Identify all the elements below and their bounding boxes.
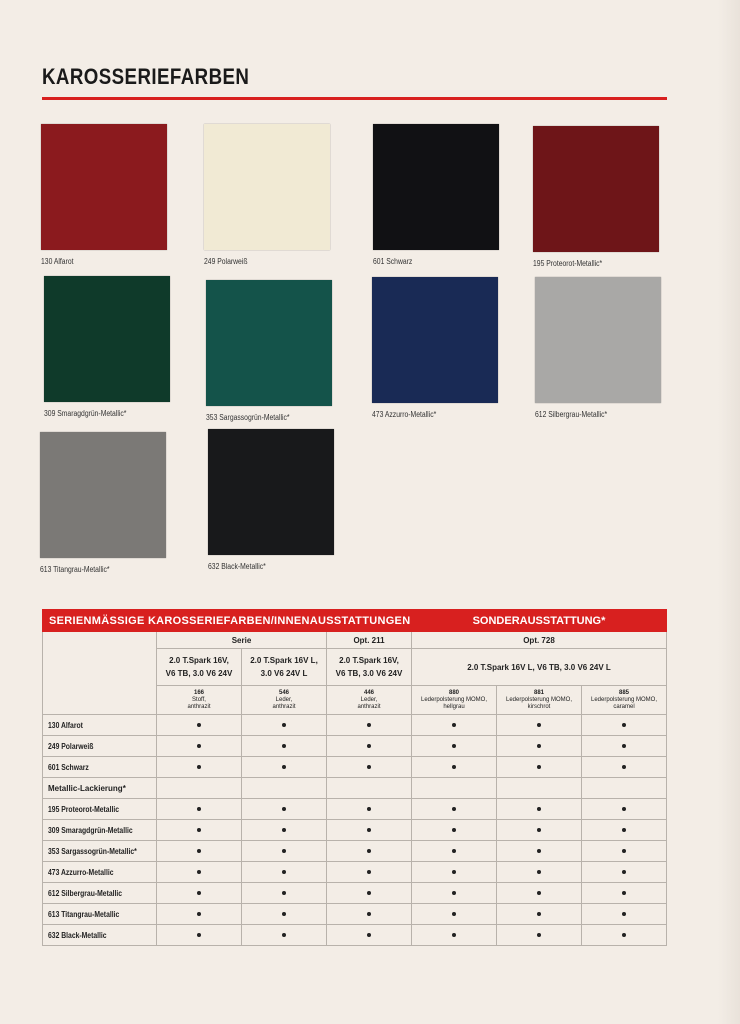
- availability-dot-icon: [452, 912, 456, 916]
- trim-code-desc: Lederpolsterung MOMO,: [420, 696, 488, 703]
- availability-dot-cell: [242, 925, 327, 946]
- availability-dot-cell: [157, 862, 242, 883]
- availability-dot-cell: [497, 799, 582, 820]
- col-group-opt211: Opt. 211: [327, 632, 412, 649]
- availability-dot-icon: [282, 870, 286, 874]
- availability-dot-icon: [452, 723, 456, 727]
- availability-dot-icon: [537, 870, 541, 874]
- availability-dot-icon: [537, 828, 541, 832]
- row-label: [43, 883, 157, 904]
- empty-cell: [242, 778, 327, 799]
- trim-code-desc: caramel: [613, 703, 635, 710]
- availability-dot-cell: [582, 736, 667, 757]
- availability-dot-icon: [367, 849, 371, 853]
- availability-dot-icon: [622, 891, 626, 895]
- availability-dot-icon: [197, 807, 201, 811]
- availability-dot-icon: [452, 891, 456, 895]
- availability-dot-cell: [327, 820, 412, 841]
- availability-dot-cell: [157, 925, 242, 946]
- swatch-label: 473 Azzurro-Metallic*: [372, 410, 437, 419]
- availability-dot-cell: [157, 883, 242, 904]
- availability-dot-cell: [412, 715, 497, 736]
- trim-code-desc: Lederpolsterung MOMO,: [505, 696, 573, 703]
- availability-dot-cell: [157, 841, 242, 862]
- row-label-text: 249 Polarweiß: [48, 741, 94, 751]
- swatch-chip: [373, 124, 499, 250]
- group-label-metallic: Metallic-Lackierung*: [43, 778, 157, 799]
- availability-dot-icon: [622, 723, 626, 727]
- swatch-chip: [208, 429, 334, 555]
- trim-code-number: 166: [193, 689, 204, 696]
- availability-dot-cell: [497, 862, 582, 883]
- engine-line: V6 TB, 3.0 V6 24V: [165, 669, 233, 678]
- availability-dot-icon: [452, 744, 456, 748]
- trim-code-desc: anthrazit: [272, 703, 296, 710]
- row-label-text: 612 Silbergrau-Metallic: [48, 888, 123, 898]
- table-row: [43, 883, 667, 904]
- availability-dot-cell: [582, 820, 667, 841]
- availability-dot-icon: [197, 828, 201, 832]
- trim-code-cell: [157, 686, 242, 715]
- availability-dot-cell: [157, 820, 242, 841]
- availability-dot-cell: [327, 736, 412, 757]
- page-edge-shadow: [718, 0, 740, 1024]
- swatch-label: 353 Sargassogrün-Metallic*: [206, 413, 290, 422]
- availability-dot-icon: [622, 828, 626, 832]
- availability-dot-cell: [157, 904, 242, 925]
- engine-cell-3: [327, 649, 412, 686]
- availability-table: [42, 609, 666, 942]
- swatch-label: 612 Silbergrau-Metallic*: [535, 410, 608, 419]
- availability-dot-cell: [157, 757, 242, 778]
- table-row: [43, 736, 667, 757]
- availability-dot-cell: [412, 883, 497, 904]
- availability-dot-icon: [282, 849, 286, 853]
- row-label: [43, 904, 157, 925]
- availability-dot-icon: [197, 891, 201, 895]
- availability-dot-icon: [452, 807, 456, 811]
- engine-line: V6 TB, 3.0 V6 24V: [335, 669, 403, 678]
- availability-dot-icon: [197, 912, 201, 916]
- trim-code-number: 546: [278, 689, 289, 696]
- swatch-chip: [41, 124, 167, 250]
- availability-dot-icon: [197, 765, 201, 769]
- availability-dot-cell: [242, 841, 327, 862]
- availability-dot-cell: [327, 715, 412, 736]
- availability-dot-cell: [157, 799, 242, 820]
- availability-dot-icon: [452, 765, 456, 769]
- availability-dot-icon: [537, 723, 541, 727]
- availability-dot-cell: [242, 736, 327, 757]
- swatch-label: 249 Polarweiß: [204, 257, 248, 266]
- table-row: [43, 904, 667, 925]
- availability-dot-icon: [367, 912, 371, 916]
- availability-dot-icon: [367, 807, 371, 811]
- availability-dot-cell: [412, 757, 497, 778]
- title-rule: [42, 97, 667, 100]
- availability-dot-icon: [367, 744, 371, 748]
- availability-dot-icon: [282, 912, 286, 916]
- empty-cell: [157, 778, 242, 799]
- trim-code-desc: Lederpolsterung MOMO,: [590, 696, 658, 703]
- availability-dot-cell: [497, 736, 582, 757]
- availability-dot-icon: [367, 870, 371, 874]
- availability-dot-icon: [282, 807, 286, 811]
- availability-dot-icon: [622, 870, 626, 874]
- swatch-chip: [372, 277, 498, 403]
- availability-dot-icon: [452, 870, 456, 874]
- table-header-standard: SERIENMÄSSIGE KAROSSERIEFARBEN/INNENAUSSTATTUNGEN: [43, 610, 412, 632]
- availability-dot-cell: [157, 736, 242, 757]
- availability-dot-icon: [622, 744, 626, 748]
- availability-dot-icon: [282, 828, 286, 832]
- availability-dot-cell: [327, 757, 412, 778]
- swatch-label: 130 Alfarot: [41, 257, 74, 266]
- availability-dot-cell: [242, 862, 327, 883]
- row-label-text: 601 Schwarz: [48, 762, 89, 772]
- availability-dot-cell: [497, 820, 582, 841]
- trim-code-cell: [242, 686, 327, 715]
- table-row: [43, 799, 667, 820]
- trim-code-number: 885: [618, 689, 629, 696]
- row-label: [43, 799, 157, 820]
- availability-dot-cell: [497, 715, 582, 736]
- row-label-text: 309 Smaragdgrün-Metallic: [48, 825, 133, 835]
- availability-dot-icon: [197, 744, 201, 748]
- engine-line: 2.0 T.Spark 16V,: [339, 656, 399, 665]
- availability-dot-icon: [537, 849, 541, 853]
- trim-code-cell: [582, 686, 667, 715]
- availability-dot-cell: [412, 925, 497, 946]
- row-label: [43, 841, 157, 862]
- row-label-text: 195 Proteorot-Metallic: [48, 804, 120, 814]
- table-row: [43, 715, 667, 736]
- availability-dot-cell: [497, 904, 582, 925]
- availability-dot-cell: [327, 925, 412, 946]
- availability-dot-cell: [242, 883, 327, 904]
- availability-dot-cell: [582, 799, 667, 820]
- engine-cell-4: 2.0 T.Spark 16V L, V6 TB, 3.0 V6 24V L: [412, 649, 667, 686]
- trim-code-cell: [412, 686, 497, 715]
- table-row: [43, 820, 667, 841]
- availability-dot-cell: [582, 841, 667, 862]
- row-label-text: 353 Sargassogrün-Metallic*: [48, 846, 137, 856]
- table-header-optional: SONDERAUSSTATTUNG*: [412, 610, 667, 632]
- availability-dot-icon: [282, 933, 286, 937]
- availability-dot-cell: [412, 820, 497, 841]
- availability-dot-cell: [327, 883, 412, 904]
- engine-line: 2.0 T.Spark 16V L,: [250, 656, 318, 665]
- row-label-text: 632 Black-Metallic: [48, 930, 107, 940]
- table-row: [43, 841, 667, 862]
- availability-dot-cell: [582, 925, 667, 946]
- availability-dot-icon: [367, 828, 371, 832]
- swatch-label: 195 Proteorot-Metallic*: [533, 259, 603, 268]
- availability-dot-icon: [452, 933, 456, 937]
- empty-cell: [497, 778, 582, 799]
- availability-dot-cell: [242, 799, 327, 820]
- trim-code-desc: hellgrau: [443, 703, 465, 710]
- trim-code-desc: anthrazit: [357, 703, 381, 710]
- trim-code-desc: Stoff,: [192, 696, 206, 703]
- availability-dot-cell: [582, 862, 667, 883]
- availability-dot-cell: [327, 862, 412, 883]
- swatch-chip: [44, 276, 170, 402]
- row-label: [43, 820, 157, 841]
- trim-code-cell: [327, 686, 412, 715]
- row-label: [43, 736, 157, 757]
- availability-dot-cell: [582, 904, 667, 925]
- page-title: KAROSSERIEFARBEN: [42, 64, 250, 89]
- row-label-text: 613 Titangrau-Metallic: [48, 909, 120, 919]
- row-label-text: 130 Alfarot: [48, 720, 83, 730]
- engine-line: 2.0 T.Spark 16V,: [169, 656, 229, 665]
- table-row: [43, 925, 667, 946]
- engine-cell-2: [242, 649, 327, 686]
- availability-dot-icon: [537, 912, 541, 916]
- trim-code-desc: Leder,: [275, 696, 293, 703]
- engine-line: 3.0 V6 24V L: [260, 669, 308, 678]
- availability-dot-cell: [582, 715, 667, 736]
- availability-dot-icon: [367, 891, 371, 895]
- swatch-chip: [206, 280, 332, 406]
- availability-dot-cell: [412, 862, 497, 883]
- trim-code-number: 881: [533, 689, 544, 696]
- availability-dot-icon: [537, 807, 541, 811]
- availability-dot-icon: [197, 723, 201, 727]
- trim-code-number: 446: [363, 689, 374, 696]
- trim-code-desc: Leder,: [360, 696, 378, 703]
- availability-dot-icon: [622, 849, 626, 853]
- availability-dot-icon: [282, 723, 286, 727]
- availability-dot-cell: [412, 736, 497, 757]
- availability-dot-icon: [537, 744, 541, 748]
- availability-dot-icon: [282, 744, 286, 748]
- availability-dot-cell: [157, 715, 242, 736]
- availability-dot-icon: [197, 870, 201, 874]
- availability-dot-cell: [412, 799, 497, 820]
- swatch-label: 309 Smaragdgrün-Metallic*: [44, 409, 127, 418]
- swatch-label: 632 Black-Metallic*: [208, 562, 266, 571]
- availability-dot-icon: [537, 891, 541, 895]
- swatch-chip: [533, 126, 659, 252]
- trim-code-cell: [497, 686, 582, 715]
- row-label: [43, 715, 157, 736]
- availability-dot-icon: [622, 912, 626, 916]
- row-label: [43, 925, 157, 946]
- availability-dot-cell: [327, 799, 412, 820]
- trim-code-desc: anthrazit: [187, 703, 211, 710]
- availability-dot-cell: [327, 841, 412, 862]
- table-corner-cell: [43, 632, 157, 715]
- empty-cell: [327, 778, 412, 799]
- availability-dot-cell: [497, 841, 582, 862]
- availability-dot-cell: [497, 925, 582, 946]
- col-group-opt728: Opt. 728: [412, 632, 667, 649]
- availability-dot-icon: [452, 849, 456, 853]
- availability-dot-icon: [367, 723, 371, 727]
- availability-dot-icon: [622, 765, 626, 769]
- trim-code-number: 880: [448, 689, 459, 696]
- trim-code-desc: kirschrot: [527, 703, 551, 710]
- availability-dot-cell: [242, 715, 327, 736]
- availability-dot-cell: [412, 841, 497, 862]
- col-group-serie: Serie: [157, 632, 327, 649]
- availability-dot-cell: [242, 820, 327, 841]
- availability-dot-cell: [242, 904, 327, 925]
- availability-dot-cell: [582, 757, 667, 778]
- availability-dot-icon: [622, 933, 626, 937]
- table-row: [43, 862, 667, 883]
- row-label: [43, 862, 157, 883]
- availability-dot-icon: [197, 849, 201, 853]
- swatch-label: 601 Schwarz: [373, 257, 413, 266]
- swatch-chip: [40, 432, 166, 558]
- row-label: [43, 757, 157, 778]
- swatch-chip: [204, 124, 330, 250]
- availability-dot-cell: [582, 883, 667, 904]
- availability-dot-cell: [497, 757, 582, 778]
- availability-dot-icon: [537, 933, 541, 937]
- availability-dot-icon: [282, 765, 286, 769]
- swatch-chip: [535, 277, 661, 403]
- engine-cell-1: [157, 649, 242, 686]
- availability-dot-icon: [622, 807, 626, 811]
- row-label-text: 473 Azzurro-Metallic: [48, 867, 114, 877]
- availability-dot-icon: [367, 933, 371, 937]
- availability-dot-cell: [327, 904, 412, 925]
- table-row: [43, 757, 667, 778]
- availability-dot-cell: [242, 757, 327, 778]
- availability-dot-cell: [497, 883, 582, 904]
- empty-cell: [412, 778, 497, 799]
- availability-dot-icon: [197, 933, 201, 937]
- availability-dot-icon: [452, 828, 456, 832]
- empty-cell: [582, 778, 667, 799]
- availability-dot-icon: [282, 891, 286, 895]
- availability-dot-icon: [367, 765, 371, 769]
- availability-dot-cell: [412, 904, 497, 925]
- swatch-label: 613 Titangrau-Metallic*: [40, 565, 110, 574]
- availability-dot-icon: [537, 765, 541, 769]
